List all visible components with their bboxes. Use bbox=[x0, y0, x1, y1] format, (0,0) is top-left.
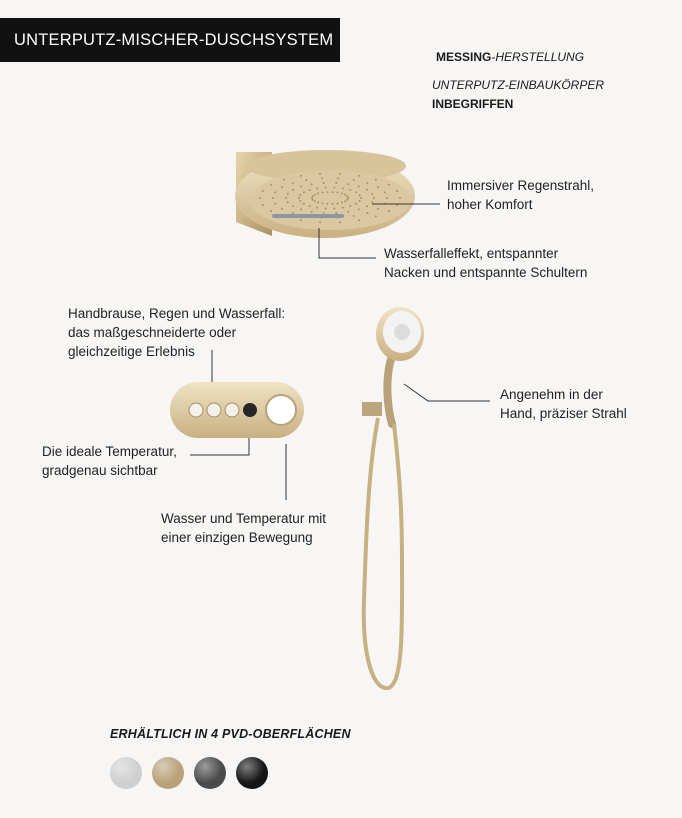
nozzle-dot bbox=[359, 200, 361, 202]
callout-rain bbox=[447, 176, 594, 214]
body-tag-bold: INBEGRIFFEN bbox=[432, 97, 514, 111]
nozzle-dot bbox=[319, 173, 321, 175]
nozzle-dot bbox=[339, 173, 341, 175]
nozzle-dot bbox=[300, 186, 302, 188]
nozzle-dot bbox=[339, 221, 341, 223]
nozzle-dot bbox=[337, 192, 339, 194]
nozzle-dot bbox=[281, 208, 283, 210]
nozzle-dot bbox=[303, 191, 305, 193]
nozzle-dot bbox=[325, 208, 327, 210]
nozzle-dot bbox=[371, 193, 373, 195]
finish-swatch-brushed-gold[interactable] bbox=[152, 757, 184, 789]
nozzle-dot bbox=[346, 195, 348, 197]
nozzle-dot bbox=[349, 205, 351, 207]
callout-handshower-modes bbox=[68, 304, 285, 361]
nozzle-dot bbox=[322, 192, 324, 194]
nozzle-dot bbox=[360, 197, 362, 199]
nozzle-dot bbox=[341, 202, 343, 204]
nozzle-dot bbox=[344, 200, 346, 202]
nozzle-dot bbox=[375, 179, 377, 181]
callout-grip-line: Angenehm in der bbox=[500, 387, 603, 402]
callout-grip bbox=[500, 385, 627, 423]
callout-grip-line: Hand, präziser Strahl bbox=[500, 406, 627, 421]
nozzle-dot bbox=[326, 191, 328, 193]
nozzle-dot bbox=[335, 182, 337, 184]
nozzle-dot bbox=[262, 204, 264, 206]
nozzle-dot bbox=[321, 177, 323, 179]
callout-single-move-line: einer einzigen Bewegung bbox=[161, 530, 313, 545]
nozzle-dot bbox=[299, 200, 301, 202]
nozzle-dot bbox=[292, 182, 294, 184]
nozzle-dot bbox=[292, 205, 294, 207]
nozzle-dot bbox=[322, 203, 324, 205]
nozzle-dot bbox=[299, 194, 301, 196]
nozzle-dot bbox=[332, 203, 334, 205]
nozzle-dot bbox=[317, 193, 319, 195]
callout-waterfall-line: Nacken und entspannte Schultern bbox=[384, 265, 588, 280]
nozzle-dot bbox=[319, 221, 321, 223]
nozzle-dot bbox=[312, 195, 314, 197]
nozzle-dot bbox=[262, 190, 264, 192]
nozzle-dot bbox=[305, 179, 307, 181]
nozzle-dot bbox=[371, 201, 373, 203]
callout-modes-line: gleichzeitige Erlebnis bbox=[68, 344, 195, 359]
finishes-title: ERHÄLTLICH IN 4 PVD-OBERFLÄCHEN bbox=[110, 727, 351, 741]
callout-temperature-line: Die ideale Temperatur, bbox=[42, 444, 177, 459]
nozzle-dot bbox=[366, 189, 368, 191]
callout-temperature-line: gradgenau sichtbar bbox=[42, 463, 158, 478]
nozzle-dot bbox=[311, 211, 313, 213]
nozzle-dot bbox=[358, 219, 360, 221]
nozzle-dot bbox=[341, 193, 343, 195]
nozzle-dot bbox=[342, 187, 344, 189]
nozzle-dot bbox=[358, 186, 360, 188]
nozzle-dot bbox=[349, 189, 351, 191]
nozzle-dot bbox=[358, 175, 360, 177]
nozzle-dot bbox=[353, 179, 355, 181]
nozzle-dot bbox=[342, 207, 344, 209]
callout-temperature bbox=[42, 442, 177, 480]
nozzle-dot bbox=[344, 194, 346, 196]
nozzle-dot bbox=[281, 186, 283, 188]
material-tag-bold: MESSING bbox=[436, 50, 492, 64]
nozzle-dot bbox=[274, 191, 276, 193]
callout-rain-line: Immersiver Regenstrahl, bbox=[447, 178, 595, 193]
nozzle-dot bbox=[333, 208, 335, 210]
nozzle-dot bbox=[300, 175, 302, 177]
nozzle-dot bbox=[335, 212, 337, 214]
nozzle-dot bbox=[359, 194, 361, 196]
nozzle-dot bbox=[347, 211, 349, 213]
nozzle-dot bbox=[311, 183, 313, 185]
nozzle-dot bbox=[292, 212, 294, 214]
nozzle-dot bbox=[388, 184, 390, 186]
grip-leader-line bbox=[404, 384, 490, 401]
nozzle-dot bbox=[353, 215, 355, 217]
callout-waterfall bbox=[384, 244, 587, 282]
callout-modes-line: das maßgeschneiderte oder bbox=[68, 325, 237, 340]
nozzle-dot bbox=[272, 197, 274, 199]
nozzle-dot bbox=[388, 210, 390, 212]
nozzle-dot bbox=[283, 179, 285, 181]
nozzle-dot bbox=[316, 187, 318, 189]
nozzle-dot bbox=[259, 197, 261, 199]
finish-swatch-black[interactable] bbox=[236, 757, 268, 789]
material-tag-rest: -HERSTELLUNG bbox=[491, 50, 585, 64]
nozzle-dot bbox=[377, 186, 379, 188]
hand-shower-icon bbox=[362, 307, 424, 688]
nozzle-dot bbox=[323, 212, 325, 214]
nozzle-dot bbox=[346, 199, 348, 201]
nozzle-dot bbox=[384, 191, 386, 193]
nozzle-dot bbox=[358, 209, 360, 211]
finish-swatches bbox=[110, 757, 268, 789]
nozzle-dot bbox=[347, 183, 349, 185]
nozzle-dot bbox=[274, 203, 276, 205]
rain-shower-head-icon bbox=[235, 150, 415, 238]
nozzle-dot bbox=[317, 202, 319, 204]
nozzle-dot bbox=[326, 203, 328, 205]
nozzle-dot bbox=[287, 193, 289, 195]
nozzle-dot bbox=[366, 182, 368, 184]
nozzle-dot bbox=[366, 212, 368, 214]
nozzle-dot bbox=[303, 203, 305, 205]
nozzle-dot bbox=[323, 182, 325, 184]
nozzle-dot bbox=[337, 177, 339, 179]
nozzle-dot bbox=[314, 194, 316, 196]
nozzle-dot bbox=[309, 189, 311, 191]
nozzle-dot bbox=[309, 205, 311, 207]
nozzle-dot bbox=[333, 187, 335, 189]
nozzle-dot bbox=[270, 184, 272, 186]
page-title-text: UNTERPUTZ-MISCHER-DUSCHSYSTEM bbox=[14, 30, 334, 49]
nozzle-dot bbox=[287, 201, 289, 203]
callout-waterfall-line: Wasserfalleffekt, entspannter bbox=[384, 246, 559, 261]
nozzle-dot bbox=[386, 197, 388, 199]
nozzle-dot bbox=[355, 191, 357, 193]
callout-single-move-line: Wasser und Temperatur mit bbox=[161, 511, 327, 526]
nozzle-dot bbox=[285, 197, 287, 199]
nozzle-dot bbox=[298, 197, 300, 199]
body-tag-italic: UNTERPUTZ-EINBAUKÖRPER bbox=[432, 78, 605, 92]
callout-rain-line: hoher Komfort bbox=[447, 197, 533, 212]
nozzle-dot bbox=[399, 197, 401, 199]
nozzle-dot bbox=[373, 197, 375, 199]
nozzle-dot bbox=[316, 207, 318, 209]
finish-swatch-chrome[interactable] bbox=[110, 757, 142, 789]
nozzle-dot bbox=[325, 187, 327, 189]
nozzle-dot bbox=[300, 209, 302, 211]
nozzle-dot bbox=[300, 219, 302, 221]
nozzle-dot bbox=[337, 203, 339, 205]
nozzle-dot bbox=[332, 191, 334, 193]
nozzle-dot bbox=[396, 190, 398, 192]
nozzle-dot bbox=[314, 200, 316, 202]
nozzle-dot bbox=[366, 205, 368, 207]
nozzle-dot bbox=[355, 203, 357, 205]
thermostat-panel-icon bbox=[170, 382, 304, 438]
callout-single-move bbox=[161, 509, 326, 547]
nozzle-dot bbox=[270, 210, 272, 212]
finish-swatch-gunmetal[interactable] bbox=[194, 757, 226, 789]
nozzle-dot bbox=[375, 215, 377, 217]
callout-modes-line: Handbrause, Regen und Wasserfall: bbox=[68, 306, 286, 321]
nozzle-dot bbox=[292, 189, 294, 191]
nozzle-dot bbox=[377, 208, 379, 210]
